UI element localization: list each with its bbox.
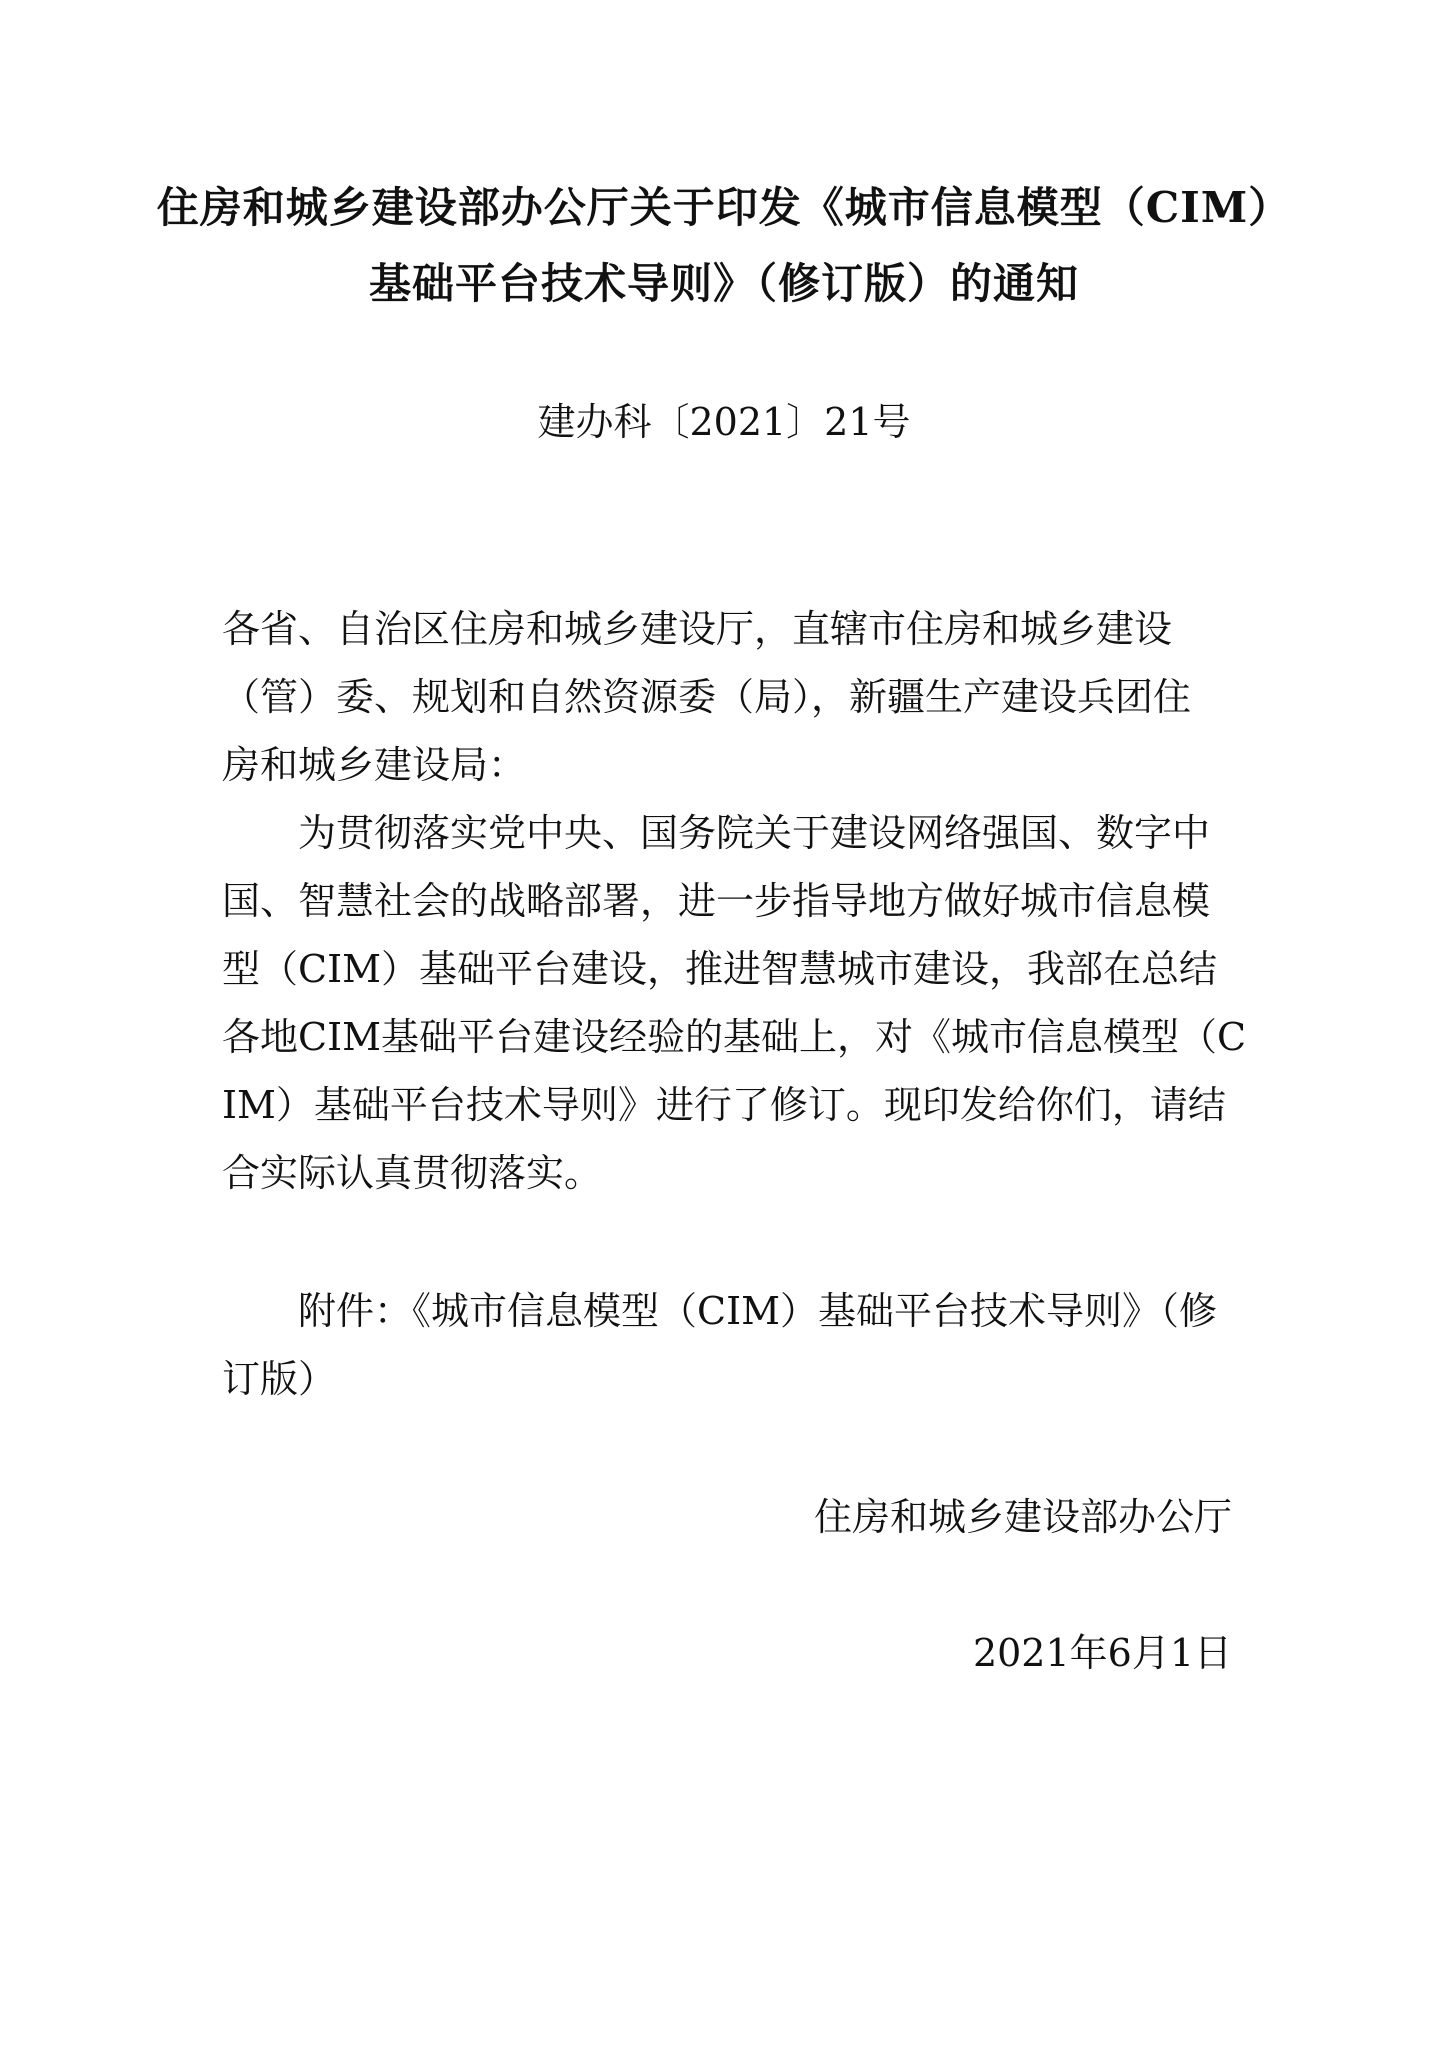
issue-date: 2021年6月1日 [972,1631,1232,1675]
body-line-2: 国、智慧社会的战略部署，进一步指导地方做好城市信息模 [222,879,1211,923]
body-line-1: 为贯彻落实党中央、国务院关于建设网络强国、数字中 [298,811,1211,855]
title-line-2: 基础平台技术导则》（修订版）的通知 [368,259,1079,308]
body-line-4: 各地CIM基础平台建设经验的基础上，对《城市信息模型（C [222,1015,1247,1059]
salutation-line-1: 各省、自治区住房和城乡建设厅，直辖市住房和城乡建设 [222,607,1173,651]
body-line-6: 合实际认真贯彻落实。 [222,1151,603,1195]
issuer: 住房和城乡建设部办公厅 [813,1495,1232,1539]
attachment-line-1: 附件：《城市信息模型（CIM）基础平台技术导则》（修 [298,1289,1217,1333]
salutation-line-2: （管）委、规划和自然资源委（局），新疆生产建设兵团住 [222,675,1192,719]
attachment-line-2: 订版） [222,1357,337,1401]
body-line-5: IM）基础平台技术导则》进行了修订。现印发给你们，请结 [222,1083,1226,1127]
title-line-1: 住房和城乡建设部办公厅关于印发《城市信息模型（CIM） [156,183,1292,232]
body-line-3: 型（CIM）基础平台建设，推进智慧城市建设，我部在总结 [222,947,1217,991]
salutation-line-3: 房和城乡建设局： [222,743,527,787]
document-number: 建办科〔2021〕21号 [537,400,911,444]
